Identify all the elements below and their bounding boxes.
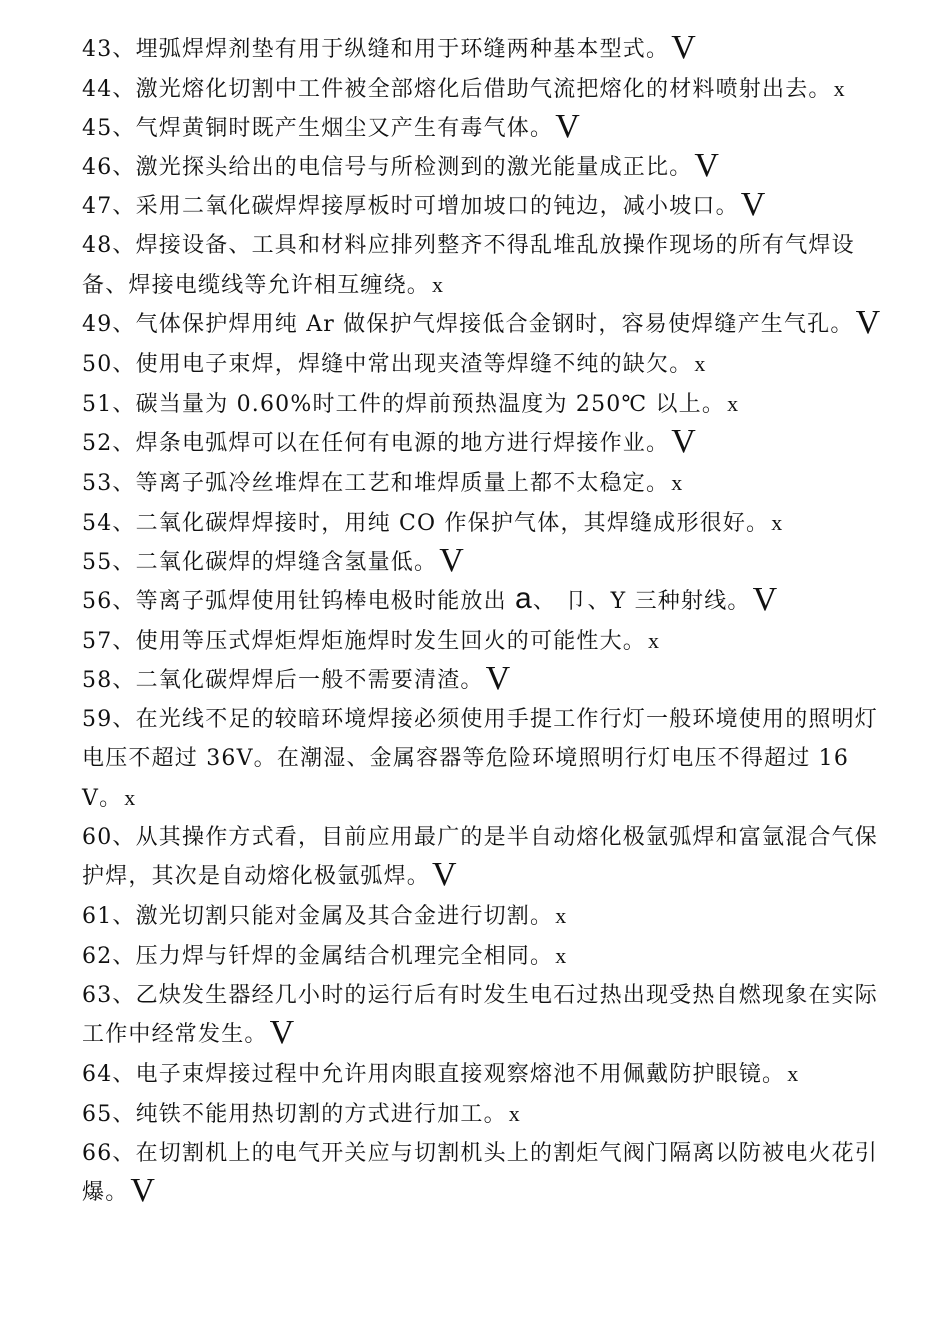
question-48: [82, 226, 882, 305]
question-text: 66、在切割机上的电气开关应与切割机头上的割炬气阀门隔离以防被电火花引爆。: [82, 1141, 878, 1205]
question-text: 53、等离子弧冷丝堆焊在工艺和堆焊质量上都不太稳定。: [82, 471, 670, 496]
answer-mark: V: [485, 660, 511, 697]
question-text: 46、激光探头给出的电信号与所检测到的激光能量成正比。: [82, 155, 693, 180]
question-text: 54、二氧化碳焊焊接时，用纯 CO 作保护气体，其焊缝成形很好。: [82, 511, 770, 536]
question-text: 49、气体保护焊用纯 Ar 做保护气焊接低合金钢时，容易使焊缝产生气孔。: [82, 312, 854, 337]
question-text: 50、使用电子束焊，焊缝中常出现夹渣等焊缝不纯的缺欠。: [82, 352, 693, 377]
question-62: [82, 936, 882, 976]
question-49: [82, 305, 882, 344]
question-51: [82, 384, 882, 424]
answer-mark: V: [694, 147, 719, 184]
answer-mark: x: [555, 943, 568, 968]
answer-mark: x: [508, 1101, 521, 1126]
question-text: 55、二氧化碳焊的焊缝含氢量低。: [82, 550, 438, 575]
question-43: [82, 30, 882, 69]
question-text: 44、激光熔化切割中工件被全部熔化后借助气流把熔化的材料喷射出去。: [82, 77, 832, 102]
question-44: [82, 69, 882, 109]
question-text: 48、焊接设备、工具和材料应排列整齐不得乱堆乱放操作现场的所有气焊设备、焊接电缆线等允许相互缠绕。: [82, 233, 855, 298]
question-text: 51、碳当量为 0.60%时工件的焊前预热温度为 250℃ 以上。: [82, 392, 726, 417]
question-58: [82, 661, 882, 700]
answer-mark: x: [124, 785, 137, 810]
question-55: [82, 543, 882, 582]
answer-mark: V: [439, 542, 464, 579]
question-63: [82, 976, 882, 1054]
question-text: 63、乙炔发生器经几小时的运行后有时发生电石过热出现受热自燃现象在实际工作中经常发生。: [82, 983, 878, 1047]
question-text: 59、在光线不足的较暗环境焊接必须使用手提工作行灯一般环境使用的照明灯电压不超过 36V。在潮湿、金属容器等危险环境照明行灯电压不得超过 16V。: [82, 707, 878, 811]
answer-mark: x: [771, 510, 784, 535]
question-61: [82, 896, 882, 936]
question-54: [82, 503, 882, 543]
answer-mark: V: [555, 108, 580, 145]
question-59: [82, 700, 882, 818]
question-45: [82, 109, 882, 148]
question-46: [82, 148, 882, 187]
question-text: 62、压力焊与钎焊的金属结合机理完全相同。: [82, 944, 554, 969]
alpha-glyph: a: [515, 582, 533, 615]
answer-mark: V: [752, 581, 778, 618]
question-text: 65、纯铁不能用热切割的方式进行加工。: [82, 1102, 507, 1127]
question-50: [82, 344, 882, 384]
question-text: 57、使用等压式焊炬焊炬施焊时发生回火的可能性大。: [82, 629, 646, 654]
answer-mark: V: [855, 304, 881, 341]
answer-mark: x: [787, 1061, 800, 1086]
question-text: 60、从其操作方式看，目前应用最广的是半自动熔化极氩弧焊和富氩混合气保护焊，其次是自动熔化极氩弧焊。: [82, 825, 878, 889]
question-text: 64、电子束焊接过程中允许用肉眼直接观察熔池不用佩戴防护眼镜。: [82, 1062, 786, 1087]
answer-mark: V: [130, 1172, 155, 1209]
answer-mark: V: [740, 186, 766, 223]
question-65: [82, 1094, 882, 1134]
question-text: 47、采用二氧化碳焊焊接厚板时可增加坡口的钝边，减小坡口。: [82, 194, 739, 219]
question-text: 52、焊条电弧焊可以在任何有电源的地方进行焊接作业。: [82, 431, 670, 456]
question-47: [82, 187, 882, 226]
question-text: 45、气焊黄铜时既产生烟尘又产生有毒气体。: [82, 116, 554, 141]
question-52: [82, 424, 882, 463]
answer-mark: x: [727, 391, 740, 416]
question-text: 58、二氧化碳焊焊后一般不需要清渣。: [82, 668, 484, 693]
document-page: [82, 30, 882, 1212]
question-60: [82, 818, 882, 896]
answer-mark: V: [671, 423, 696, 460]
question-text: 61、激光切割只能对金属及其合金进行切割。: [82, 904, 554, 929]
answer-mark: x: [694, 351, 707, 376]
answer-mark: V: [432, 856, 457, 893]
answer-mark: V: [671, 29, 696, 66]
question-text: 56、等离子弧焊使用钍钨棒电极时能放出: [82, 589, 515, 614]
question-64: [82, 1054, 882, 1094]
question-57: [82, 621, 882, 661]
question-56: [82, 582, 882, 621]
answer-mark: x: [648, 628, 661, 653]
question-text: 43、埋弧焊焊剂垫有用于纵缝和用于环缝两种基本型式。: [82, 37, 670, 62]
answer-mark: x: [555, 903, 568, 928]
question-66: [82, 1134, 882, 1212]
answer-mark: x: [432, 272, 445, 297]
answer-mark: x: [671, 470, 684, 495]
answer-mark: V: [269, 1014, 295, 1051]
question-53: [82, 463, 882, 503]
question-text-continued: 、 卩、Y 三种射线。: [532, 589, 751, 614]
answer-mark: x: [833, 76, 846, 101]
